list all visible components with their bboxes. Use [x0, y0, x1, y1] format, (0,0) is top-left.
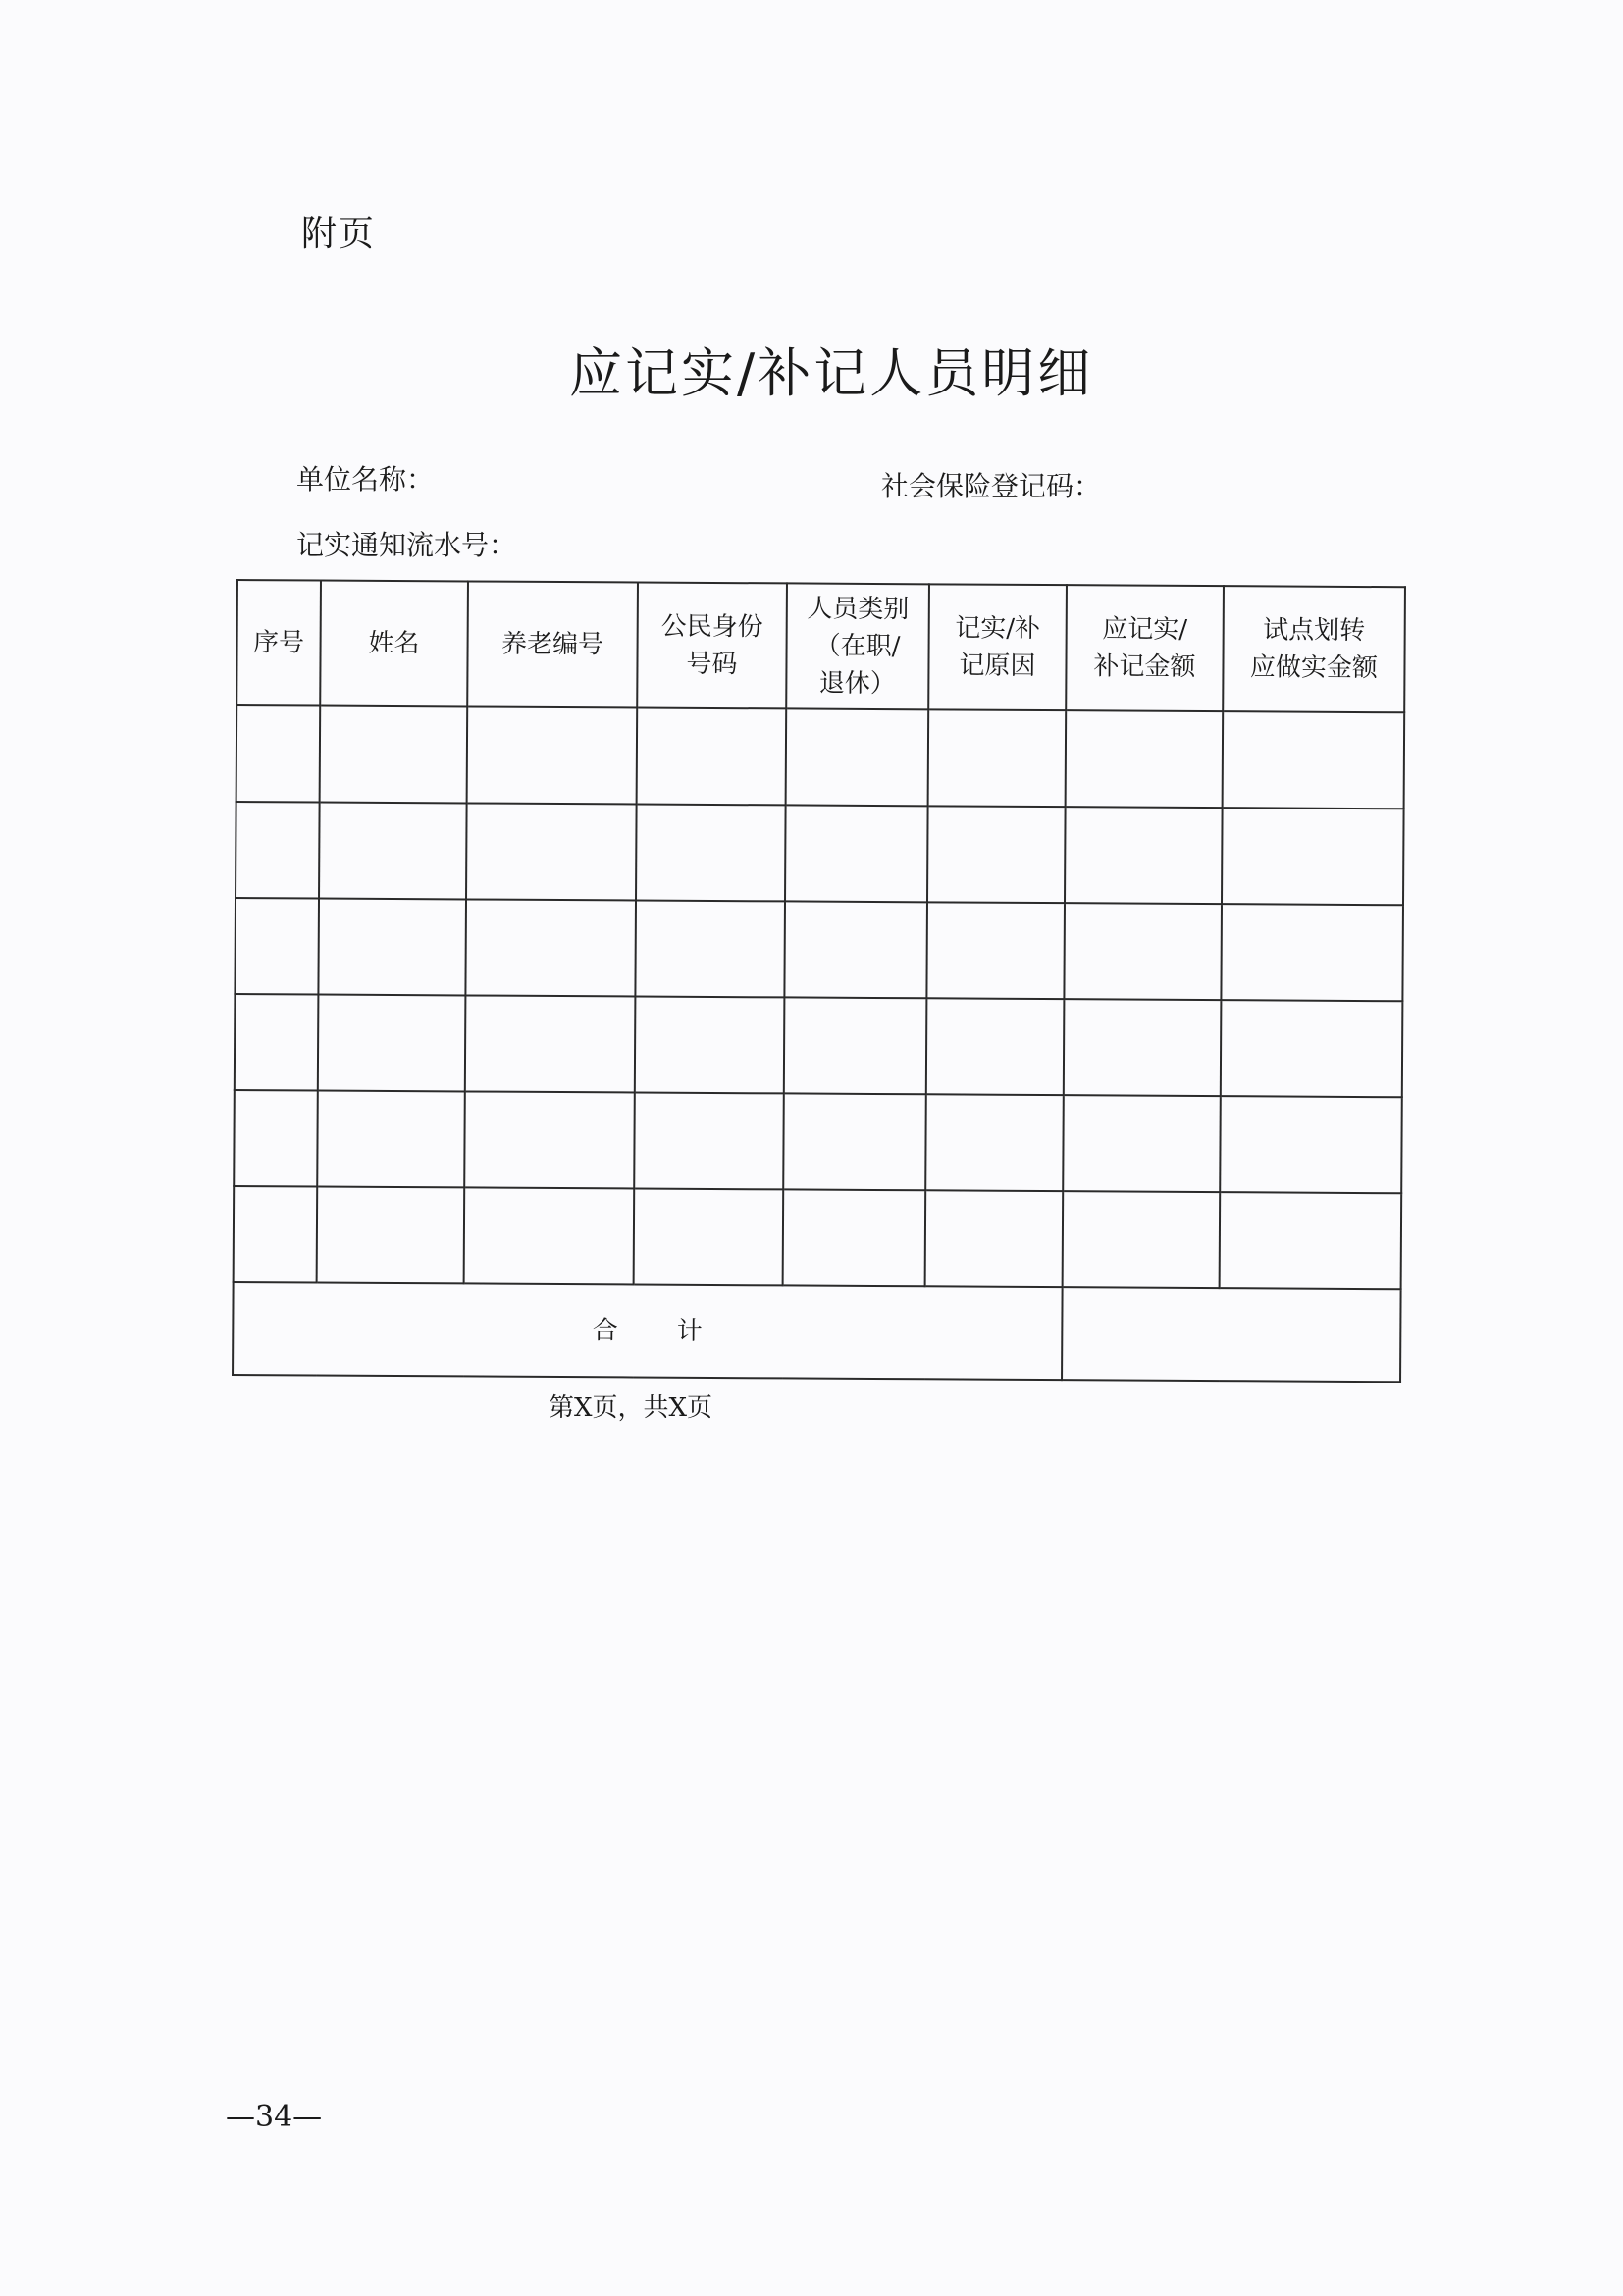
- cell-reason[interactable]: [926, 902, 1065, 999]
- cell-reason[interactable]: [927, 806, 1066, 903]
- cell-reason[interactable]: [928, 709, 1067, 807]
- cell-pilot-amount[interactable]: [1220, 1192, 1402, 1289]
- cell-pilot-amount[interactable]: [1222, 808, 1404, 905]
- table-row: [236, 705, 1405, 809]
- attachment-label: 附页: [301, 214, 377, 254]
- cell-personnel-type[interactable]: [783, 1189, 926, 1286]
- serial-number-label: 记实通知流水号：: [296, 529, 517, 561]
- page-indicator: 第X页，共X页: [549, 1393, 713, 1423]
- cell-citizen-id[interactable]: [637, 707, 787, 805]
- cell-reason[interactable]: [925, 1094, 1064, 1191]
- total-row: [233, 1282, 1401, 1382]
- cell-amount[interactable]: [1066, 710, 1224, 808]
- table-header-row: [236, 580, 1405, 712]
- cell-seq[interactable]: [235, 994, 319, 1091]
- cell-pilot-amount[interactable]: [1221, 904, 1403, 1001]
- table-row: [235, 994, 1403, 1097]
- col-header-personnel-type: 人员类别 （在职/ 退休）: [786, 583, 929, 709]
- cell-seq[interactable]: [235, 898, 319, 995]
- social-insurance-code-label: 社会保险登记码：: [881, 470, 1102, 502]
- cell-pilot-amount[interactable]: [1223, 711, 1405, 809]
- page-number: —34—: [226, 2100, 323, 2134]
- col-header-pension-id: 养老编号: [467, 581, 638, 707]
- cell-amount[interactable]: [1064, 903, 1222, 1000]
- cell-pension-id[interactable]: [467, 706, 638, 804]
- cell-seq[interactable]: [236, 802, 320, 899]
- cell-reason[interactable]: [925, 1190, 1064, 1287]
- cell-reason[interactable]: [926, 998, 1065, 1095]
- document-title: 应记实/补记人员明细: [569, 342, 1094, 404]
- table-row: [235, 898, 1403, 1001]
- cell-name[interactable]: [318, 995, 466, 1092]
- cell-citizen-id[interactable]: [634, 1092, 784, 1189]
- cell-pension-id[interactable]: [465, 995, 636, 1092]
- cell-seq[interactable]: [234, 1186, 318, 1283]
- col-header-pilot-amount: 试点划转 应做实金额: [1223, 586, 1405, 712]
- cell-amount[interactable]: [1064, 999, 1222, 1096]
- cell-name[interactable]: [319, 803, 467, 900]
- cell-seq[interactable]: [234, 1090, 318, 1187]
- cell-citizen-id[interactable]: [635, 996, 785, 1093]
- cell-pension-id[interactable]: [464, 1091, 635, 1188]
- cell-seq[interactable]: [236, 705, 321, 803]
- cell-pension-id[interactable]: [465, 899, 636, 996]
- detail-table: [232, 579, 1406, 1383]
- cell-pilot-amount[interactable]: [1221, 1000, 1403, 1097]
- cell-citizen-id[interactable]: [636, 804, 786, 901]
- table-row: [234, 1186, 1402, 1289]
- unit-name-label: 单位名称：: [296, 463, 435, 496]
- col-header-name: 姓名: [320, 581, 468, 707]
- cell-personnel-type[interactable]: [785, 805, 928, 902]
- cell-personnel-type[interactable]: [784, 997, 927, 1094]
- cell-name[interactable]: [317, 1091, 465, 1188]
- table-body: [233, 705, 1404, 1382]
- table-row: [234, 1090, 1402, 1193]
- cell-name[interactable]: [317, 1187, 465, 1284]
- total-label: 合 计: [233, 1282, 1063, 1380]
- cell-pilot-amount[interactable]: [1220, 1096, 1402, 1193]
- cell-amount[interactable]: [1063, 1095, 1221, 1192]
- cell-personnel-type[interactable]: [784, 901, 927, 998]
- cell-personnel-type[interactable]: [783, 1093, 926, 1190]
- cell-pension-id[interactable]: [466, 803, 637, 900]
- col-header-reason: 记实/补 记原因: [928, 584, 1067, 710]
- cell-pension-id[interactable]: [464, 1187, 635, 1284]
- total-amount-cell[interactable]: [1062, 1287, 1401, 1382]
- col-header-seq: 序号: [236, 580, 321, 706]
- cell-amount[interactable]: [1063, 1191, 1221, 1288]
- cell-citizen-id[interactable]: [635, 900, 785, 997]
- table-row: [236, 802, 1404, 905]
- cell-name[interactable]: [320, 706, 468, 804]
- cell-amount[interactable]: [1065, 807, 1223, 904]
- cell-personnel-type[interactable]: [786, 708, 929, 806]
- cell-citizen-id[interactable]: [634, 1188, 784, 1285]
- col-header-citizen-id: 公民身份 号码: [637, 582, 787, 708]
- col-header-amount: 应记实/ 补记金额: [1066, 585, 1224, 711]
- cell-name[interactable]: [318, 899, 466, 996]
